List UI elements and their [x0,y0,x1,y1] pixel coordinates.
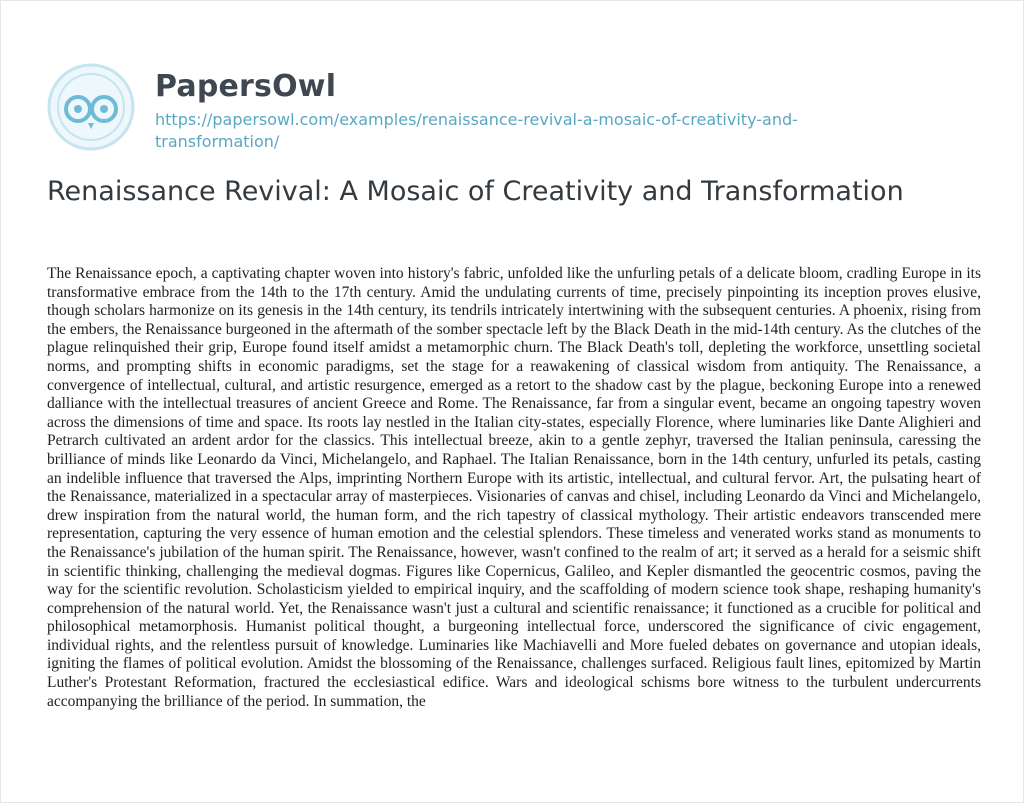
site-header [47,41,987,161]
document-body: The Renaissance epoch, a captivating chapter woven into history's fabric, unfolded like the unfurling petals of a delicate bloom, cradling Europe in its transformative embrace from the 14th to the 17th century. Amid the undulating currents of time, precisely pinpointing its inception proves elusive, though scholars harmonize on its genesis in the 14th century, its tendrils intricately intertwining with the subsequent centuries. A phoenix, rising from the embers, the Renaissance burgeoned in the aftermath of the somber spectacle left by the Black Death in the mid-14th century. As the clutches of the plague relinquished their grip, Europe found itself amidst a metamorphic churn. The Black Death's toll, depleting the workforce, unsettling societal norms, and prompting shifts in economic paradigms, set the stage for a reawakening of classical wisdom from antiquity. The Renaissance, a convergence of intellectual, cultural, and artistic resurgence, emerged as a retort to the shadow cast by the plague, beckoning Europe into a renewed dalliance with the intellectual treasures of ancient Greece and Rome. The Renaissance, far from a singular event, became an ongoing tapestry woven across the dimensions of time and space. Its roots lay nestled in the Italian city-states, especially Florence, where luminaries like Dante Alighieri and Petrarch cultivated an ardent ardor for the classics. This intellectual breeze, akin to a gentle zephyr, traversed the Italian peninsula, caressing the brilliance of minds like Leonardo da Vinci, Michelangelo, and Raphael. The Italian Renaissance, born in the 14th century, unfurled its petals, casting an indelible influence that traversed the Alps, imprinting Northern Europe with its artistic, intellectual, and cultural fervor. Art, the pulsating heart of the Renaissance, materialized in a spectacular array of masterpieces. Visionaries of canvas and chisel, including Leonardo da Vinci and Michelangelo, drew inspiration from the natural world, the human form, and the rich tapestry of classical mythology. Their artistic endeavors transcended mere representation, capturing the very essence of human emotion and the celestial splendors. These timeless and venerated works stand as monuments to the Renaissance's jubilation of the human spirit. The Renaissance, however, wasn't confined to the realm of art; it served as a herald for a seismic shift in scientific thinking, challenging the medieval dogmas. Figures like Copernicus, Galileo, and Kepler dismantled the geocentric cosmos, paving the way for the scientific revolution. Scholasticism yielded to empirical inquiry, and the scaffolding of modern science took shape, reshaping humanity's comprehension of the natural world. Yet, the Renaissance wasn't just a cultural and scientific renaissance; it functioned as a crucible for political and philosophical metamorphosis. Humanist political thought, a burgeoning intellectual force, underscored the significance of civic engagement, individual rights, and the relentless pursuit of knowledge. Luminaries like Machiavelli and More fueled debates on governance and utopian ideals, igniting the flames of political evolution. Amidst the blossoming of the Renaissance, challenges surfaced. Religious fault lines, epitomized by Martin Luther's Protestant Reformation, fractured the ecclesiastical edifice. Wars and ideological schisms bore witness to the turbulent undercurrents accompanying the brilliance of the period. In summation, the [47,265,981,710]
document-url[interactable]: https://papersowl.com/examples/renaissance-revival-a-mosaic-of-creativity-and-transformation/ [155,110,798,151]
owl-eyes-icon [47,63,135,151]
brand-name[interactable]: PapersOwl [155,69,337,104]
document-title: Renaissance Revival: A Mosaic of Creativity and Transformation [47,176,904,207]
